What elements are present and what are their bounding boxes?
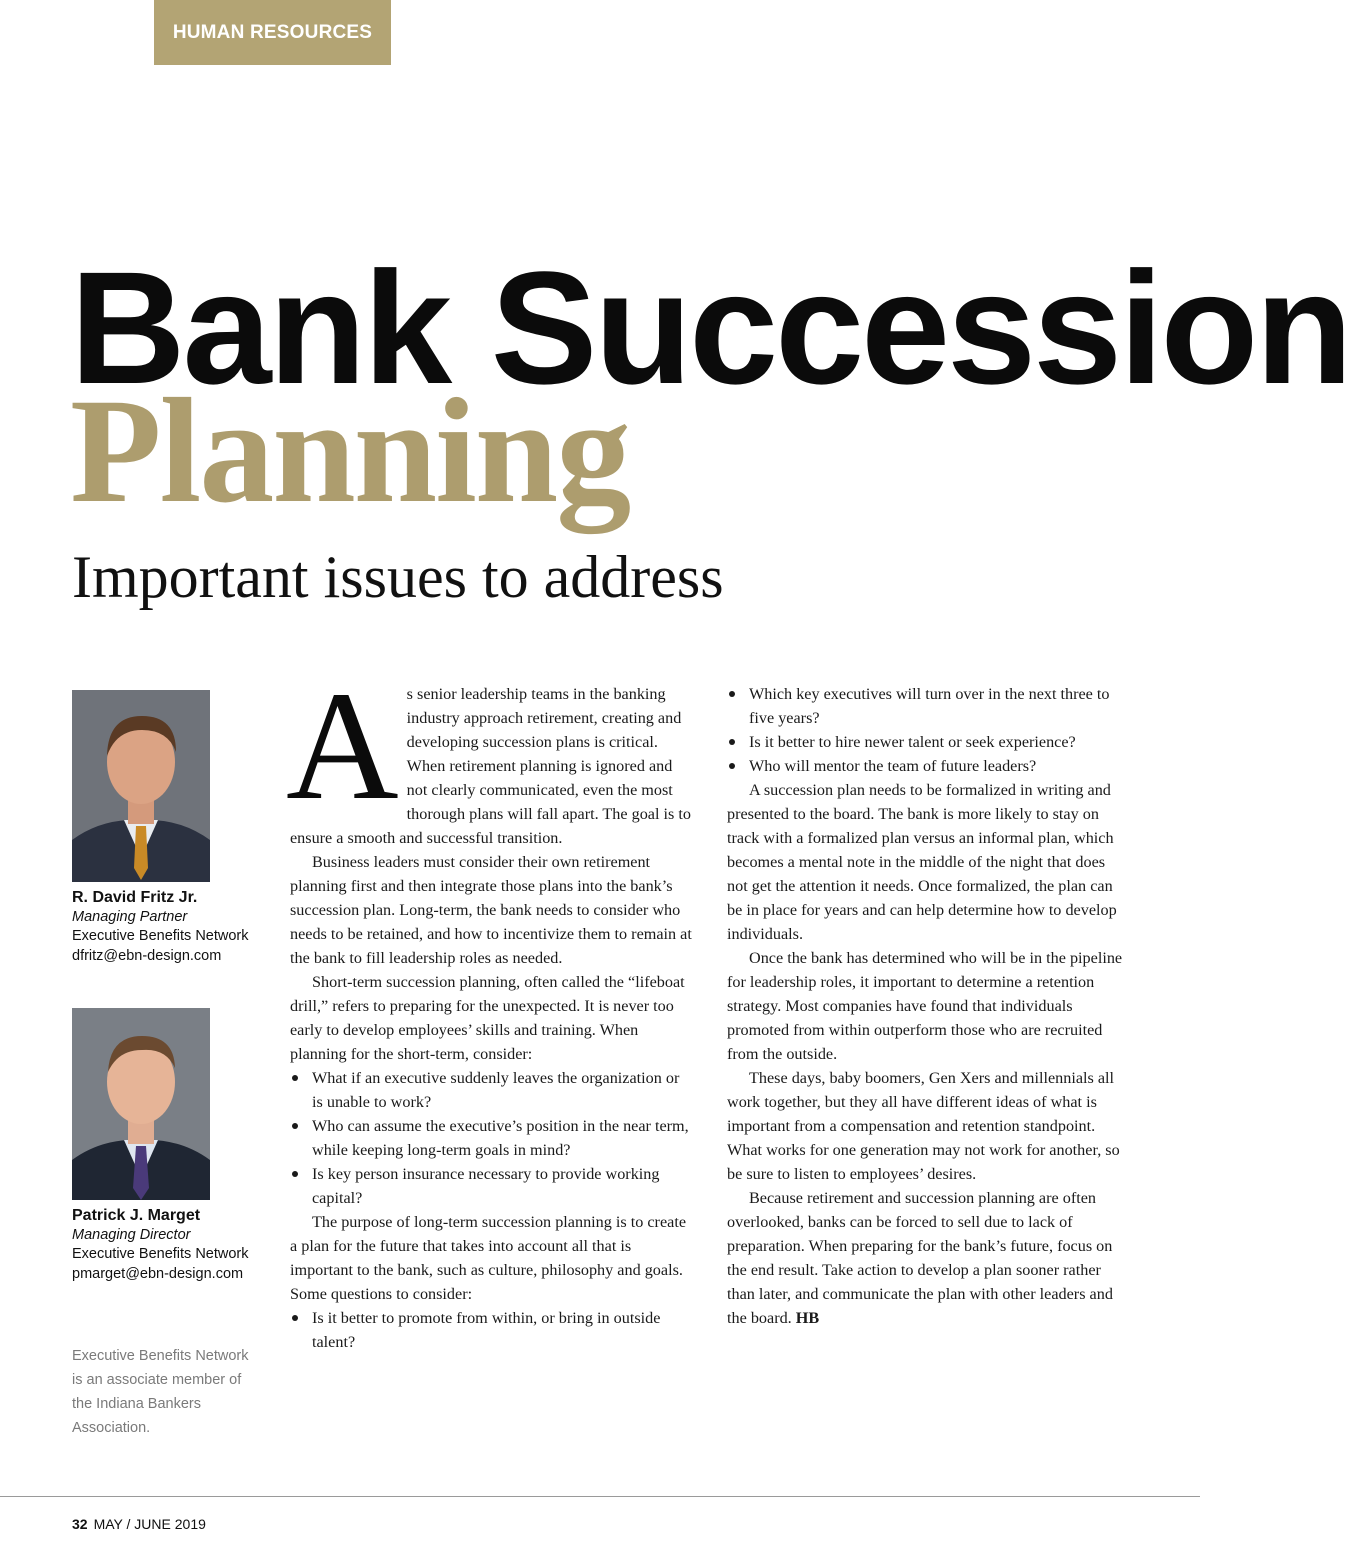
list-item: Who can assume the executive’s position in the near term, while keeping long-term goals in mind? [290,1114,692,1162]
author-role: Managing Director [72,1226,191,1243]
author-fritz [72,888,272,966]
list-item: Who will mentor the team of future leaders? [727,754,1129,778]
author-photo-marget [72,1008,210,1200]
author-name: R. David Fritz Jr. [72,889,198,906]
subheadline: Important issues to address [72,544,724,610]
article-column-1 [286,659,692,1354]
author-marget [72,1206,272,1284]
author-role: Managing Partner [72,908,188,925]
member-note: Executive Benefits Network is an associate member of the Indiana Bankers Association. [72,1348,249,1436]
intro-paragraph [286,659,692,850]
list-item: Which key executives will turn over in the next three to five years? [727,682,1129,730]
paragraph: Short-term succession planning, often called the “lifeboat drill,” refers to preparing for the unexpected. It is never too early to develop employees’ skills and training. When planning for the short-term, consider: [290,973,685,1063]
drop-cap: A [286,659,399,832]
bullet-list-short-term [290,1066,692,1210]
page-number: 32 [72,1516,88,1532]
list-item: Is key person insurance necessary to provide working capital? [290,1162,692,1210]
author-name: Patrick J. Marget [72,1207,201,1224]
paragraph: Business leaders must consider their own retirement planning first and then integrate those plans into the bank’s succession plan. Long-term, the bank needs to consider who needs to be retained, and how to incentivize them to remain at the bank to fill leadership roles as needed. [290,853,692,967]
bullet-list-long-term [290,1306,692,1354]
author-org: Executive Benefits Network [72,1246,249,1262]
list-item: What if an executive suddenly leaves the organization or is unable to work? [290,1066,692,1114]
page-footer [72,1516,206,1532]
paragraph: A succession plan needs to be formalized in writing and presented to the board. The bank is more likely to stay on track with a formalized plan versus an informal plan, which becomes a mental note in the middle of the night that does not get the attention it needs. Once formalized, the plan can be in place for years and can help determine how to develop individuals. [727,781,1117,943]
list-item: Is it better to hire newer talent or seek experience? [727,730,1129,754]
article-column-2 [727,682,1129,1330]
paragraph: Once the bank has determined who will be in the pipeline for leadership roles, it important to determine a retention strategy. Most companies have found that individuals promoted from within outperform those who are recruited from the outside. [727,949,1123,1063]
paragraph [727,1186,1129,1330]
list-item: Is it better to promote from within, or bring in outside talent? [290,1306,692,1354]
author-email[interactable]: pmarget@ebn-design.com [72,1265,244,1282]
section-tab: HUMAN RESOURCES [154,0,391,65]
closing-text: Because retirement and succession planning are often overlooked, banks can be forced to sell due to lack of preparation. When preparing for the bank’s future, focus on the end result. Take action to develop a plan sooner rather than later, and communicate the plan with other leaders and the board. [727,1189,1113,1327]
issue-date: MAY / JUNE 2019 [93,1516,206,1532]
headline-line-1: Bank Succession [70,238,1350,417]
paragraph: The purpose of long-term succession planning is to create a plan for the future that takes into account all that is important to the bank, such as culture, philosophy and goals. Some questions to consider: [290,1213,687,1303]
end-mark: HB [795,1309,820,1327]
author-email[interactable]: dfritz@ebn-design.com [72,947,222,964]
footer-divider [0,1496,1200,1497]
paragraph: These days, baby boomers, Gen Xers and millennials all work together, but they all have different ideas of what is important from a compensation and retention standpoint. What works for one generation may not work for another, so be sure to listen to employees’ desires. [727,1069,1120,1183]
headline-line-2: Planning [70,368,630,534]
bullet-list-long-term-cont [727,682,1129,778]
author-photo-fritz [72,690,210,882]
author-org: Executive Benefits Network [72,928,249,944]
intro-text: s senior leadership teams in the banking industry approach retirement, creating and developing succession plans is critical. When retirement planning is ignored and not clearly communicated, even the most thorough plans will fall apart. The goal is to ensure a smooth and successful transition. [290,685,691,847]
